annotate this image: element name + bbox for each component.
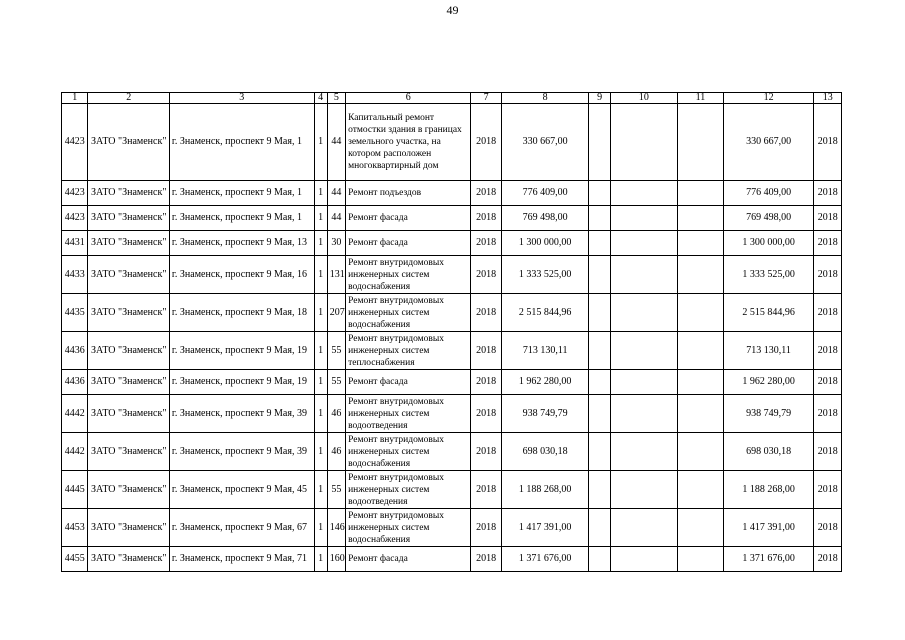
- cell-col9: [589, 370, 610, 395]
- cell-year-end: 2018: [814, 256, 842, 294]
- column-header-13: 13: [814, 93, 842, 104]
- cell-col5: 131: [327, 256, 345, 294]
- cell-year-end: 2018: [814, 471, 842, 509]
- cell-total: 1 962 280,00: [723, 370, 814, 395]
- cell-municipality: ЗАТО "Знаменск": [88, 332, 169, 370]
- cell-work-type: Ремонт внутридомовых инженерных систем водоснабжения: [346, 294, 471, 332]
- cell-year-end: 2018: [814, 395, 842, 433]
- cell-col4: 1: [314, 181, 327, 206]
- cell-year-end: 2018: [814, 181, 842, 206]
- cell-col10: [610, 370, 677, 395]
- cell-total: 1 300 000,00: [723, 231, 814, 256]
- cell-address: г. Знаменск, проспект 9 Мая, 16: [169, 256, 314, 294]
- cell-id: 4436: [62, 370, 88, 395]
- cell-year: 2018: [471, 471, 502, 509]
- repair-program-table: [61, 92, 842, 572]
- cell-total: 769 498,00: [723, 206, 814, 231]
- column-header-4: 4: [314, 93, 327, 104]
- cell-address: г. Знаменск, проспект 9 Мая, 18: [169, 294, 314, 332]
- cell-id: 4442: [62, 433, 88, 471]
- cell-year-end: 2018: [814, 509, 842, 547]
- cell-year-end: 2018: [814, 294, 842, 332]
- cell-id: 4433: [62, 256, 88, 294]
- cell-year-end: 2018: [814, 370, 842, 395]
- cell-year-end: 2018: [814, 332, 842, 370]
- cell-year: 2018: [471, 332, 502, 370]
- cell-col10: [610, 256, 677, 294]
- cell-col5: 160: [327, 547, 345, 572]
- cell-col10: [610, 104, 677, 181]
- cell-total: 1 188 268,00: [723, 471, 814, 509]
- cell-year: 2018: [471, 370, 502, 395]
- cell-col10: [610, 332, 677, 370]
- table-row: [62, 433, 842, 471]
- cell-id: 4445: [62, 471, 88, 509]
- cell-col11: [678, 395, 724, 433]
- cell-id: 4436: [62, 332, 88, 370]
- column-header-3: 3: [169, 93, 314, 104]
- cell-col4: 1: [314, 231, 327, 256]
- cell-col9: [589, 433, 610, 471]
- cell-id: 4423: [62, 206, 88, 231]
- cell-col4: 1: [314, 206, 327, 231]
- cell-col4: 1: [314, 332, 327, 370]
- cell-id: 4431: [62, 231, 88, 256]
- column-header-1: 1: [62, 93, 88, 104]
- cell-id: 4455: [62, 547, 88, 572]
- table-row: [62, 181, 842, 206]
- cell-year: 2018: [471, 433, 502, 471]
- cell-municipality: ЗАТО "Знаменск": [88, 231, 169, 256]
- cell-col11: [678, 509, 724, 547]
- cell-col11: [678, 181, 724, 206]
- cell-col9: [589, 547, 610, 572]
- table-row: [62, 256, 842, 294]
- cell-cost: 776 409,00: [501, 181, 589, 206]
- cell-col10: [610, 509, 677, 547]
- cell-cost: 330 667,00: [501, 104, 589, 181]
- cell-municipality: ЗАТО "Знаменск": [88, 181, 169, 206]
- cell-col5: 55: [327, 370, 345, 395]
- cell-cost: 1 188 268,00: [501, 471, 589, 509]
- cell-cost: 2 515 844,96: [501, 294, 589, 332]
- cell-total: 330 667,00: [723, 104, 814, 181]
- cell-col5: 44: [327, 181, 345, 206]
- cell-col9: [589, 471, 610, 509]
- cell-work-type: Ремонт фасада: [346, 547, 471, 572]
- cell-work-type: Ремонт внутридомовых инженерных систем водоотведения: [346, 471, 471, 509]
- page-number: 49: [446, 3, 459, 17]
- table-row: [62, 547, 842, 572]
- cell-col5: 55: [327, 332, 345, 370]
- cell-cost: 713 130,11: [501, 332, 589, 370]
- cell-municipality: ЗАТО "Знаменск": [88, 509, 169, 547]
- cell-cost: 1 417 391,00: [501, 509, 589, 547]
- cell-municipality: ЗАТО "Знаменск": [88, 433, 169, 471]
- cell-year: 2018: [471, 547, 502, 572]
- cell-year: 2018: [471, 231, 502, 256]
- cell-col10: [610, 395, 677, 433]
- cell-total: 698 030,18: [723, 433, 814, 471]
- column-header-6: 6: [346, 93, 471, 104]
- cell-year-end: 2018: [814, 104, 842, 181]
- cell-municipality: ЗАТО "Знаменск": [88, 471, 169, 509]
- cell-year-end: 2018: [814, 547, 842, 572]
- cell-col5: 44: [327, 104, 345, 181]
- column-header-5: 5: [327, 93, 345, 104]
- column-header-7: 7: [471, 93, 502, 104]
- cell-address: г. Знаменск, проспект 9 Мая, 67: [169, 509, 314, 547]
- cell-address: г. Знаменск, проспект 9 Мая, 71: [169, 547, 314, 572]
- cell-year: 2018: [471, 104, 502, 181]
- cell-work-type: Ремонт внутридомовых инженерных систем водоснабжения: [346, 256, 471, 294]
- column-header-11: 11: [678, 93, 724, 104]
- column-header-12: 12: [723, 93, 814, 104]
- cell-col5: 55: [327, 471, 345, 509]
- cell-col9: [589, 395, 610, 433]
- cell-id: 4423: [62, 181, 88, 206]
- cell-work-type: Ремонт внутридомовых инженерных систем водоснабжения: [346, 509, 471, 547]
- cell-id: 4442: [62, 395, 88, 433]
- cell-col4: 1: [314, 471, 327, 509]
- cell-year-end: 2018: [814, 206, 842, 231]
- cell-col11: [678, 294, 724, 332]
- cell-year: 2018: [471, 256, 502, 294]
- cell-address: г. Знаменск, проспект 9 Мая, 1: [169, 181, 314, 206]
- cell-col11: [678, 104, 724, 181]
- header-row: [62, 93, 842, 104]
- cell-year: 2018: [471, 206, 502, 231]
- cell-col9: [589, 104, 610, 181]
- cell-municipality: ЗАТО "Знаменск": [88, 104, 169, 181]
- cell-col9: [589, 206, 610, 231]
- cell-cost: 1 333 525,00: [501, 256, 589, 294]
- cell-col11: [678, 256, 724, 294]
- cell-cost: 1 962 280,00: [501, 370, 589, 395]
- cell-col11: [678, 231, 724, 256]
- table-row: [62, 395, 842, 433]
- cell-col10: [610, 433, 677, 471]
- cell-col11: [678, 433, 724, 471]
- cell-col4: 1: [314, 104, 327, 181]
- cell-address: г. Знаменск, проспект 9 Мая, 19: [169, 332, 314, 370]
- cell-col9: [589, 256, 610, 294]
- cell-municipality: ЗАТО "Знаменск": [88, 370, 169, 395]
- cell-cost: 698 030,18: [501, 433, 589, 471]
- cell-municipality: ЗАТО "Знаменск": [88, 547, 169, 572]
- cell-work-type: Ремонт фасада: [346, 206, 471, 231]
- table-row: [62, 471, 842, 509]
- cell-year-end: 2018: [814, 433, 842, 471]
- cell-col5: 30: [327, 231, 345, 256]
- cell-address: г. Знаменск, проспект 9 Мая, 13: [169, 231, 314, 256]
- cell-address: г. Знаменск, проспект 9 Мая, 39: [169, 433, 314, 471]
- cell-col9: [589, 181, 610, 206]
- column-header-2: 2: [88, 93, 169, 104]
- cell-work-type: Ремонт подъездов: [346, 181, 471, 206]
- cell-year: 2018: [471, 509, 502, 547]
- table-row: [62, 104, 842, 181]
- cell-address: г. Знаменск, проспект 9 Мая, 19: [169, 370, 314, 395]
- cell-col9: [589, 294, 610, 332]
- cell-col5: 207: [327, 294, 345, 332]
- table-row: [62, 231, 842, 256]
- column-header-10: 10: [610, 93, 677, 104]
- cell-total: 1 417 391,00: [723, 509, 814, 547]
- cell-total: 713 130,11: [723, 332, 814, 370]
- cell-col4: 1: [314, 395, 327, 433]
- cell-col5: 44: [327, 206, 345, 231]
- cell-year: 2018: [471, 395, 502, 433]
- cell-total: 1 371 676,00: [723, 547, 814, 572]
- cell-col5: 146: [327, 509, 345, 547]
- cell-cost: 1 300 000,00: [501, 231, 589, 256]
- cell-col4: 1: [314, 256, 327, 294]
- cell-address: г. Знаменск, проспект 9 Мая, 39: [169, 395, 314, 433]
- cell-address: г. Знаменск, проспект 9 Мая, 1: [169, 206, 314, 231]
- table-row: [62, 332, 842, 370]
- cell-year: 2018: [471, 294, 502, 332]
- cell-total: 776 409,00: [723, 181, 814, 206]
- cell-municipality: ЗАТО "Знаменск": [88, 256, 169, 294]
- table-row: [62, 206, 842, 231]
- cell-work-type: Ремонт внутридомовых инженерных систем водоотведения: [346, 395, 471, 433]
- cell-col4: 1: [314, 547, 327, 572]
- cell-col11: [678, 206, 724, 231]
- cell-work-type: Ремонт фасада: [346, 231, 471, 256]
- cell-work-type: Ремонт внутридомовых инженерных систем теплоснабжения: [346, 332, 471, 370]
- cell-cost: 938 749,79: [501, 395, 589, 433]
- cell-work-type: Капитальный ремонт отмостки здания в границах земельного участка, на котором расположен многоквартирный дом: [346, 104, 471, 181]
- cell-total: 1 333 525,00: [723, 256, 814, 294]
- cell-cost: 1 371 676,00: [501, 547, 589, 572]
- cell-municipality: ЗАТО "Знаменск": [88, 395, 169, 433]
- cell-col4: 1: [314, 433, 327, 471]
- table-row: [62, 370, 842, 395]
- cell-col5: 46: [327, 433, 345, 471]
- cell-col9: [589, 332, 610, 370]
- column-header-9: 9: [589, 93, 610, 104]
- cell-col10: [610, 547, 677, 572]
- cell-col11: [678, 547, 724, 572]
- cell-work-type: Ремонт внутридомовых инженерных систем водоснабжения: [346, 433, 471, 471]
- cell-col11: [678, 471, 724, 509]
- cell-cost: 769 498,00: [501, 206, 589, 231]
- table-row: [62, 294, 842, 332]
- cell-col9: [589, 509, 610, 547]
- table-row: [62, 509, 842, 547]
- cell-work-type: Ремонт фасада: [346, 370, 471, 395]
- cell-id: 4435: [62, 294, 88, 332]
- cell-col4: 1: [314, 509, 327, 547]
- cell-col10: [610, 231, 677, 256]
- cell-total: 2 515 844,96: [723, 294, 814, 332]
- cell-address: г. Знаменск, проспект 9 Мая, 1: [169, 104, 314, 181]
- cell-col11: [678, 370, 724, 395]
- cell-col10: [610, 471, 677, 509]
- cell-col10: [610, 206, 677, 231]
- table-body: [62, 104, 842, 572]
- cell-id: 4453: [62, 509, 88, 547]
- cell-col5: 46: [327, 395, 345, 433]
- cell-col4: 1: [314, 370, 327, 395]
- cell-col11: [678, 332, 724, 370]
- cell-year: 2018: [471, 181, 502, 206]
- cell-total: 938 749,79: [723, 395, 814, 433]
- cell-col9: [589, 231, 610, 256]
- table-header: [62, 93, 842, 104]
- cell-address: г. Знаменск, проспект 9 Мая, 45: [169, 471, 314, 509]
- cell-col10: [610, 294, 677, 332]
- cell-col4: 1: [314, 294, 327, 332]
- cell-year-end: 2018: [814, 231, 842, 256]
- cell-municipality: ЗАТО "Знаменск": [88, 294, 169, 332]
- cell-col10: [610, 181, 677, 206]
- cell-id: 4423: [62, 104, 88, 181]
- cell-municipality: ЗАТО "Знаменск": [88, 206, 169, 231]
- column-header-8: 8: [501, 93, 589, 104]
